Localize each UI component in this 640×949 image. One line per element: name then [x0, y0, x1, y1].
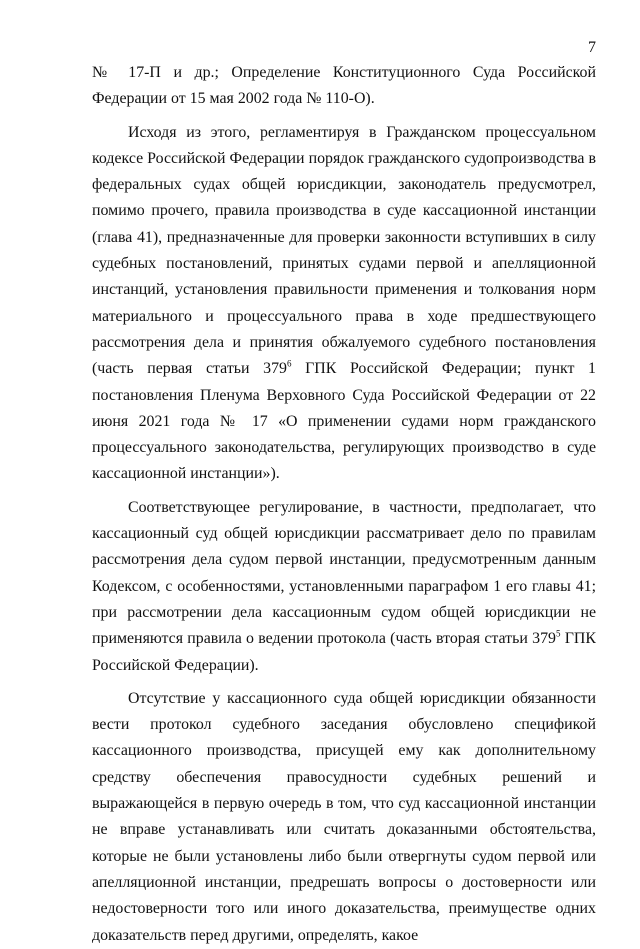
paragraph-text: Исходя из этого, регламентируя в Гражданском процессуальном кодексе Российской Федерации порядок гражданского судопроизводства в федеральных судах общей юрисдикции, законодатель предусмотрел, помимо прочего, правила производства в суде кассационной инстанции (глава 41), предназначенные для проверки законности вступивших в силу судебных постановлений, принятых судами первой и апелляционной инстанций, установления правильности применения и толкования норм материального и процессуального права в ходе предшествующего рассмотрения дела и принятия обжалуемого судебного постановления (часть первая статьи 379: [92, 123, 596, 378]
paragraph-text: № 17-П и др.; Определение Конституционного Суда Российской Федерации от 15 мая 2002 года № 110-О).: [92, 64, 596, 108]
paragraph: [92, 495, 596, 679]
article-superscript: 6: [286, 358, 292, 369]
page-number: 7: [588, 39, 596, 56]
paragraph-text: ГПК Российской Федерации).: [92, 630, 597, 674]
paragraph: [92, 686, 596, 949]
document-body: [92, 60, 596, 949]
paragraph-continuation: [92, 60, 596, 113]
paragraph-text: Отсутствие у кассационного суда общей юрисдикции обязанности вести протокол судебного заседания обусловлено спецификой кассационного производства, присущей ему как дополнительному средству обеспечения правосудности судебных решений и выражающейся в первую очередь в том, что суд кассационной инстанции не вправе устанавливать или считать доказанными обстоятельства, которые не были установлены либо были отвергнуты судом первой или апелляционной инстанции, предрешать вопросы о достоверности или недостоверности того или иного доказательства, преимуществе одних доказательств перед другими, определять, какое: [92, 689, 596, 944]
paragraph-text: Соответствующее регулирование, в частности, предполагает, что кассационный суд общей юрисдикции рассматривает дело по правилам рассмотрения дела судом первой инстанции, предусмотренным данным Кодексом, с особенностями, установленными параграфом 1 его главы 41; при рассмотрении дела кассационным судом общей юрисдикции не применяются правила о ведении протокола (часть вторая статьи 379: [92, 498, 596, 648]
paragraph: [92, 120, 596, 488]
article-superscript: 5: [555, 628, 561, 639]
paragraph-text: ГПК Российской Федерации; пункт 1 постановления Пленума Верховного Суда Российской Федерации от 22 июня 2021 года № 17 «О применении судами норм гражданского процессуального законодательства, регулирующих производство в суде кассационной инстанции»).: [92, 360, 596, 483]
